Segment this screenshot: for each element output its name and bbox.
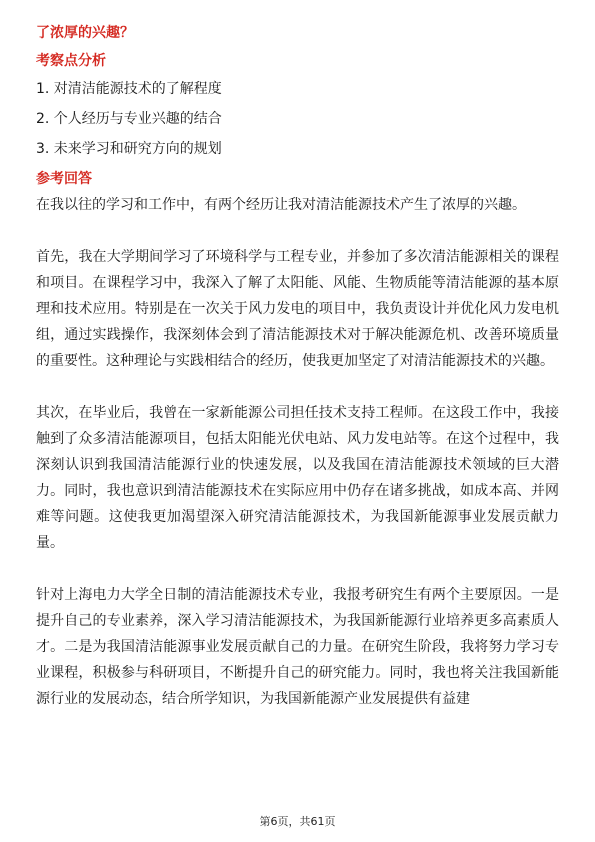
- analysis-item: 3. 未来学习和研究方向的规划: [36, 141, 222, 157]
- analysis-item: 2. 个人经历与专业兴趣的结合: [36, 111, 222, 127]
- analysis-list: [36, 78, 559, 160]
- answer-paragraph: 首先，我在大学期间学习了环境科学与工程专业，并参加了多次清洁能源相关的课程和项目。在课程学习中，我深入了解了太阳能、风能、生物质能等清洁能源的基本原理和技术应用。特别是在一次关于风力发电的项目中，我负责设计并优化风力发电机组，通过实践操作，我深刻体会到了清洁能源技术对于解决能源危机、改善环境质量的重要性。这种理论与实践相结合的经历，使我更加坚定了对清洁能源技术的兴趣。: [36, 249, 559, 369]
- answer-heading: 参考回答: [36, 171, 92, 187]
- answer-paragraph: 在我以往的学习和工作中，有两个经历让我对清洁能源技术产生了浓厚的兴趣。: [36, 197, 526, 213]
- page-footer: 第6页，共61页: [259, 815, 336, 828]
- analysis-heading: 考察点分析: [36, 53, 106, 69]
- analysis-item: 1. 对清洁能源技术的了解程度: [36, 81, 222, 97]
- answer-paragraph: 其次，在毕业后，我曾在一家新能源公司担任技术支持工程师。在这段工作中，我接触到了众多清洁能源项目，包括太阳能光伏电站、风力发电站等。在这个过程中，我深刻认识到我国清洁能源行业的快速发展，以及我国在清洁能源技术领域的巨大潜力。同时，我也意识到清洁能源技术在实际应用中仍存在诸多挑战，如成本高、并网难等问题。这使我更加渴望深入研究清洁能源技术，为我国新能源事业发展贡献力量。: [36, 405, 559, 551]
- question-tail: 了浓厚的兴趣？: [36, 25, 134, 41]
- page-content: [36, 22, 559, 712]
- answer-paragraph: 针对上海电力大学全日制的清洁能源技术专业，我报考研究生有两个主要原因。一是提升自己的专业素养，深入学习清洁能源技术，为我国新能源行业培养更多高素质人才。二是为我国清洁能源事业发展贡献自己的力量。在研究生阶段，我将努力学习专业课程，积极参与科研项目，不断提升自己的研究能力。同时，我也将关注我国新能源行业的发展动态，结合所学知识，为我国新能源产业发展提供有益建: [36, 587, 559, 707]
